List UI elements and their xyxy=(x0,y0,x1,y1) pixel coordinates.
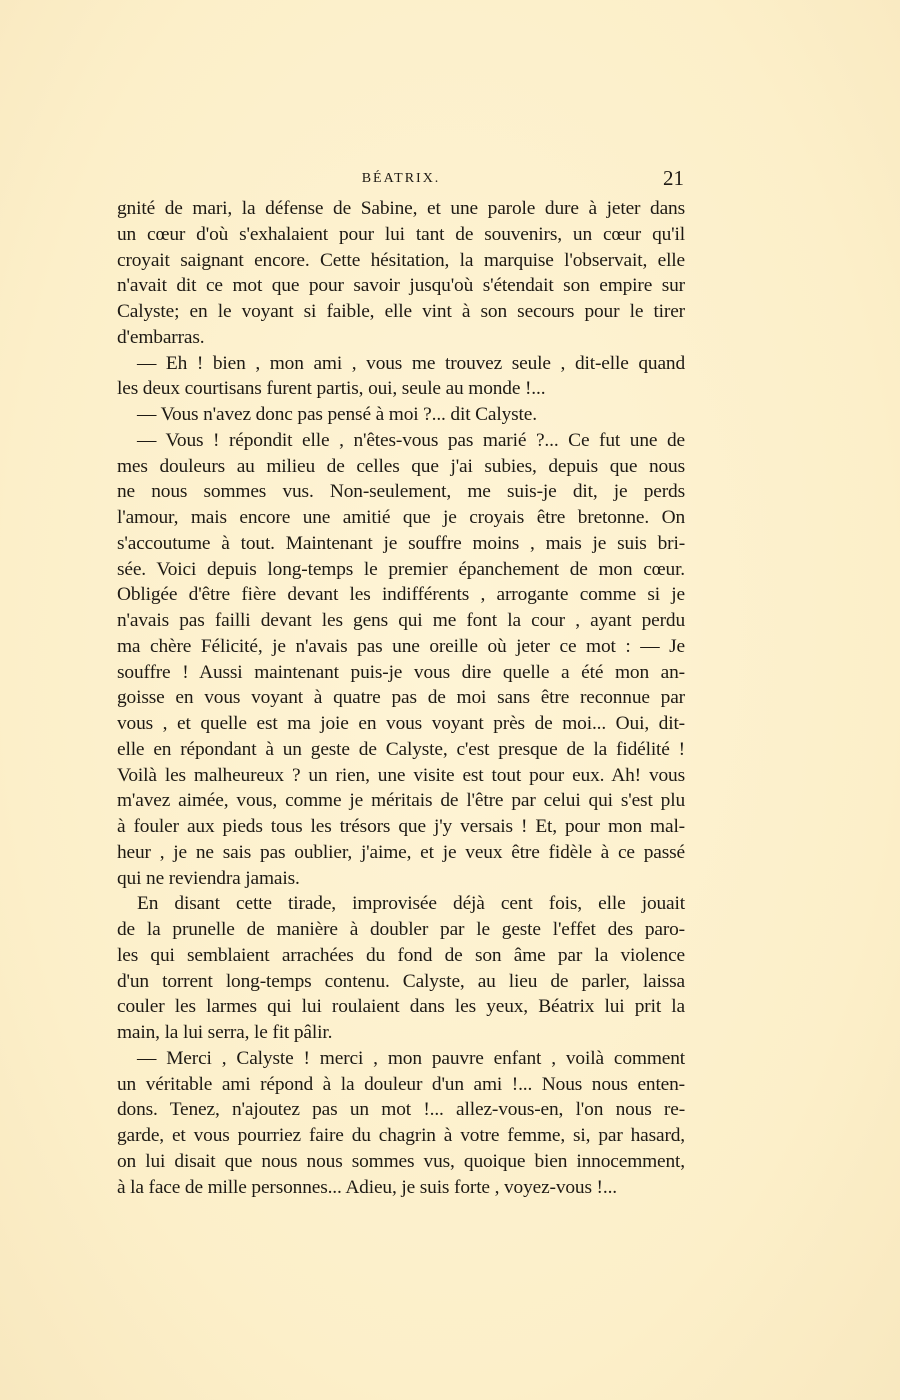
text-line: un cœur d'où s'exhalaient pour lui tant de souvenirs, un cœur qu'il xyxy=(117,223,685,245)
text-line: garde, et vous pourriez faire du chagrin à votre femme, si, par hasard, xyxy=(117,1125,685,1146)
text-line: — Vous ! répondit elle , n'êtes-vous pas marié ?... Ce fut une de xyxy=(137,429,685,451)
text-line: En disant cette tirade, improvisée déjà cent fois, elle jouait xyxy=(137,893,685,915)
body-text xyxy=(117,196,685,1200)
text-line: goisse en vous voyant à quatre pas de moi sans être reconnue par xyxy=(117,687,685,709)
page-number: 21 xyxy=(663,166,684,190)
paragraph xyxy=(117,402,685,428)
text-line: Calyste; en le voyant si faible, elle vint à son secours pour le tirer xyxy=(117,301,685,322)
text-line: de la prunelle de manière à doubler par le geste l'effet des paro- xyxy=(117,919,685,940)
text-line: n'avais pas failli devant les gens qui me font la cour , ayant perdu xyxy=(117,610,685,631)
text-line: ma chère Félicité, je n'avais pas une oreille où jeter ce mot : — Je xyxy=(117,635,685,657)
text-line: d'embarras. xyxy=(117,326,205,348)
text-line: d'un torrent long-temps contenu. Calyste, au lieu de parler, laissa xyxy=(117,970,685,992)
text-line: croyait saignant encore. Cette hésitation, la marquise l'observait, elle xyxy=(117,249,685,271)
text-line: Obligée d'être fière devant les indifférents , arrogante comme si je xyxy=(117,584,685,606)
text-line: gnité de mari, la défense de Sabine, et une parole dure à jeter dans xyxy=(117,198,685,219)
running-title: BÉATRIX. xyxy=(361,171,441,186)
text-line: — Merci , Calyste ! merci , mon pauvre enfant , voilà comment xyxy=(137,1047,685,1069)
paragraph xyxy=(117,196,685,351)
text-line: à fouler aux pieds tous les trésors que j'y versais ! Et, pour mon mal- xyxy=(117,816,685,837)
running-head xyxy=(118,166,684,192)
text-line: n'avait dit ce mot que pour savoir jusqu'où s'étendait son empire sur xyxy=(117,275,685,297)
paragraph xyxy=(117,428,685,892)
paragraph xyxy=(117,1046,685,1201)
text-line: vous , et quelle est ma joie en vous voyant près de moi... Oui, dit- xyxy=(117,713,685,734)
text-line: dons. Tenez, n'ajoutez pas un mot !... allez-vous-en, l'on nous re- xyxy=(117,1099,685,1121)
text-line: Voilà les malheureux ? un rien, une visite est tout pour eux. Ah! vous xyxy=(117,764,685,786)
paragraph xyxy=(117,891,685,1046)
text-line: s'accoutume à tout. Maintenant je souffre moins , mais je suis bri- xyxy=(117,532,685,554)
text-line: on lui disait que nous nous sommes vus, quoique bien innocemment, xyxy=(117,1150,685,1172)
text-line: — Eh ! bien , mon ami , vous me trouvez seule , dit-elle quand xyxy=(137,352,685,374)
text-line: m'avez aimée, vous, comme je méritais de l'être par celui qui s'est plu xyxy=(117,790,685,812)
text-line: couler les larmes qui lui roulaient dans les yeux, Béatrix lui prit la xyxy=(117,996,685,1018)
text-line: main, la lui serra, le fit pâlir. xyxy=(117,1022,333,1043)
text-line: qui ne reviendra jamais. xyxy=(117,867,300,889)
paragraph xyxy=(117,351,685,403)
text-line: sée. Voici depuis long-temps le premier épanchement de mon cœur. xyxy=(117,558,685,580)
text-line: les qui semblaient arrachées du fond de son âme par la violence xyxy=(117,944,685,966)
text-line: l'amour, mais encore une amitié que je croyais être bretonne. On xyxy=(117,507,685,528)
text-line: ne nous sommes vus. Non-seulement, me suis-je dit, je perds xyxy=(117,481,685,503)
text-line: elle en répondant à un geste de Calyste, c'est presque de la fidélité ! xyxy=(117,738,685,760)
text-line: heur , je ne sais pas oublier, j'aime, et je veux être fidèle à ce passé xyxy=(117,841,685,863)
text-line: mes douleurs au milieu de celles que j'ai subies, depuis que nous xyxy=(117,455,685,477)
text-line: les deux courtisans furent partis, oui, seule au monde !... xyxy=(117,378,546,400)
text-line: — Vous n'avez donc pas pensé à moi ?... dit Calyste. xyxy=(137,404,537,425)
text-line: à la face de mille personnes... Adieu, je suis forte , voyez-vous !... xyxy=(117,1176,617,1198)
text-line: un véritable ami répond à la douleur d'un ami !... Nous nous enten- xyxy=(117,1073,685,1095)
text-line: souffre ! Aussi maintenant puis-je vous dire quelle a été mon an- xyxy=(117,661,685,683)
